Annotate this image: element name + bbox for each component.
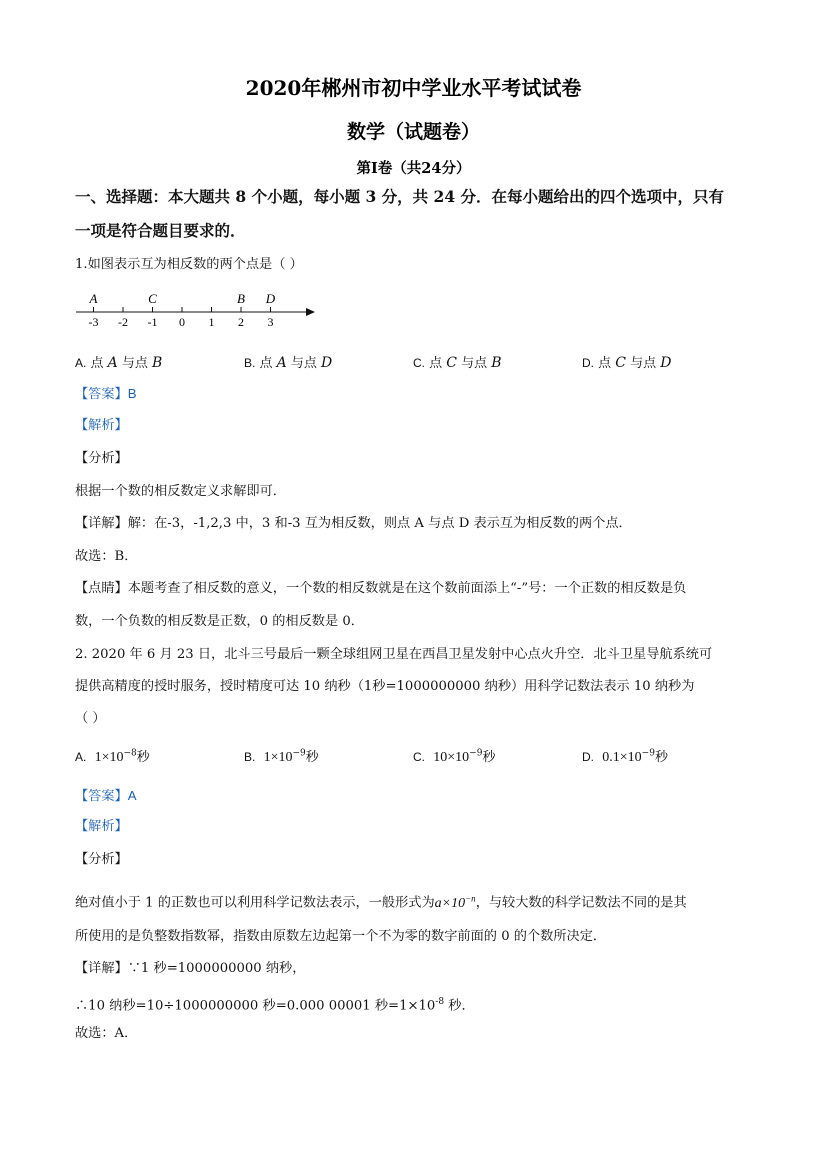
option-exponent: −9 bbox=[292, 748, 306, 759]
number-line-tick-label: 1 bbox=[208, 315, 215, 329]
q2-option-a[interactable] bbox=[75, 746, 150, 766]
option-base: 1×10 bbox=[94, 750, 124, 765]
answer-tag: 【答案】 bbox=[75, 789, 128, 804]
number-line-tick-label: -3 bbox=[88, 315, 99, 329]
option-text: 点 bbox=[598, 356, 616, 371]
option-mid: 与点 bbox=[121, 356, 153, 371]
option-point-2: B bbox=[491, 355, 502, 371]
option-point-1: C bbox=[615, 355, 626, 371]
option-point-2: D bbox=[660, 355, 672, 371]
option-base: 0.1×10 bbox=[602, 750, 642, 765]
option-exponent: −8 bbox=[123, 748, 137, 759]
q1-detail: 【详解】解：在-3，-1,2,3 中，3 和-3 互为相反数，则点 A 与点 D 表示互为相反数的两个点． bbox=[75, 516, 632, 531]
detail-text-a: ∴10 纳秒=10÷1000000000 秒=0.000 00001 秒=1×10 bbox=[75, 998, 436, 1014]
number-line-tick-label: 2 bbox=[238, 315, 244, 329]
q1-comment-line2: 数，一个负数的相反数是正数，0 的相反数是 0． bbox=[75, 614, 364, 629]
option-exponent: −9 bbox=[469, 748, 483, 759]
number-line-figure bbox=[70, 288, 320, 336]
q2-stem-line1: 2. 2020 年 6 月 23 日，北斗三号最后一颗全球组网卫星在西昌卫星发射中心点火升空．北斗卫星导航系统可 bbox=[75, 647, 713, 662]
q2-stem-line2: 提供高精度的授时服务，授时精度可达 10 纳秒（1秒=1000000000 纳秒）用科学记数法表示 10 纳秒为 bbox=[75, 679, 695, 694]
q1-option-a[interactable] bbox=[75, 352, 162, 371]
option-label: D. bbox=[582, 750, 594, 764]
number-line-tick-label: 0 bbox=[179, 315, 185, 329]
option-unit: 秒 bbox=[136, 750, 150, 765]
number-line-arrow bbox=[306, 308, 315, 316]
q2-fenxi-tag: 【分析】 bbox=[75, 852, 128, 867]
option-mid: 与点 bbox=[290, 356, 322, 371]
option-point-1: A bbox=[276, 355, 287, 371]
number-line-point-c: C bbox=[148, 291, 157, 306]
number-line-tick-label: -1 bbox=[147, 315, 158, 329]
q1-comment-line1: 【点睛】本题考查了相反数的意义，一个数的相反数就是在这个数前面添上“-”号：一个正数的相反数是负 bbox=[75, 581, 687, 596]
q1-option-c[interactable] bbox=[413, 352, 502, 371]
option-text: 点 bbox=[259, 356, 277, 371]
option-unit: 秒 bbox=[482, 750, 496, 765]
q2-detail-line1: 【详解】∵1 秒=1000000000 纳秒， bbox=[75, 961, 306, 976]
option-label: B. bbox=[244, 750, 256, 764]
formula bbox=[434, 893, 476, 911]
q2-stem-line3: （ ） bbox=[75, 711, 106, 726]
number-line-point-a: A bbox=[89, 291, 98, 306]
detail-exponent: -8 bbox=[435, 997, 445, 1007]
number-line-point-d: D bbox=[265, 291, 276, 306]
q1-answer bbox=[75, 385, 137, 404]
q1-fenxi-text: 根据一个数的相反数定义求解即可． bbox=[75, 484, 286, 499]
fenxi-text-a: 绝对值小于 1 的正数也可以利用科学记数法表示，一般形式为 bbox=[75, 895, 435, 911]
formula-base: a×10 bbox=[434, 895, 466, 911]
answer-value: A bbox=[127, 788, 137, 803]
q2-fenxi-line1 bbox=[75, 889, 687, 913]
option-unit: 秒 bbox=[654, 750, 668, 765]
number-line-tick-label: 3 bbox=[267, 315, 274, 329]
q2-choose: 故选：A． bbox=[75, 1026, 138, 1041]
part-heading-line1: 一、选择题：本大题共 8 个小题，每小题 3 分，共 24 分．在每小题给出的四个选项中，只有 bbox=[75, 187, 725, 206]
q1-option-b[interactable] bbox=[244, 352, 332, 371]
number-line-point-b: B bbox=[237, 291, 245, 306]
option-point-2: B bbox=[152, 355, 163, 371]
q2-option-c[interactable] bbox=[413, 746, 495, 766]
q2-analysis-tag: 【解析】 bbox=[75, 819, 128, 834]
q2-fenxi-line2: 所使用的是负整数指数幂，指数由原数左边起第一个不为零的数字前面的 0 的个数所决定． bbox=[75, 929, 607, 944]
answer-tag: 【答案】 bbox=[75, 387, 128, 402]
part-heading-line2: 一项是符合题目要求的． bbox=[75, 221, 246, 240]
number-line-tick-label: -2 bbox=[118, 315, 128, 329]
detail-text-b: 秒． bbox=[444, 998, 475, 1014]
exam-subtitle: 数学（试题卷） bbox=[346, 121, 480, 143]
formula-exponent: −n bbox=[465, 893, 476, 903]
option-label: C. bbox=[413, 750, 425, 764]
q1-fenxi-tag: 【分析】 bbox=[75, 451, 128, 466]
answer-value: B bbox=[127, 386, 137, 401]
option-label: B. bbox=[244, 356, 256, 370]
option-mid: 与点 bbox=[461, 356, 492, 371]
option-label: D. bbox=[582, 356, 594, 370]
option-text: 点 bbox=[429, 356, 447, 371]
option-base: 1×10 bbox=[263, 750, 293, 765]
option-point-2: D bbox=[321, 355, 333, 371]
option-label: A. bbox=[75, 356, 87, 370]
q1-option-d[interactable] bbox=[582, 352, 672, 371]
q2-option-b[interactable] bbox=[244, 746, 319, 766]
option-point-1: A bbox=[107, 355, 118, 371]
q2-detail-line2 bbox=[75, 993, 475, 1015]
option-label: A. bbox=[75, 750, 87, 764]
q1-analysis-tag: 【解析】 bbox=[75, 418, 128, 433]
q2-option-d[interactable] bbox=[582, 746, 668, 766]
option-text: 点 bbox=[90, 356, 108, 371]
exam-title: 2020年郴州市初中学业水平考试试卷 bbox=[245, 76, 582, 100]
option-point-1: C bbox=[446, 355, 457, 371]
option-mid: 与点 bbox=[630, 356, 661, 371]
q1-choose: 故选：B． bbox=[75, 549, 138, 564]
q2-answer bbox=[75, 787, 137, 806]
q1-stem: 1.如图表示互为相反数的两个点是（ ） bbox=[75, 257, 303, 272]
option-label: C. bbox=[413, 356, 425, 370]
fenxi-text-b: ，与较大数的科学记数法不同的是其 bbox=[475, 895, 687, 911]
option-unit: 秒 bbox=[305, 750, 319, 765]
option-exponent: −9 bbox=[641, 748, 655, 759]
section-title: 第Ⅰ卷（共24分） bbox=[356, 160, 471, 177]
option-base: 10×10 bbox=[433, 750, 470, 765]
